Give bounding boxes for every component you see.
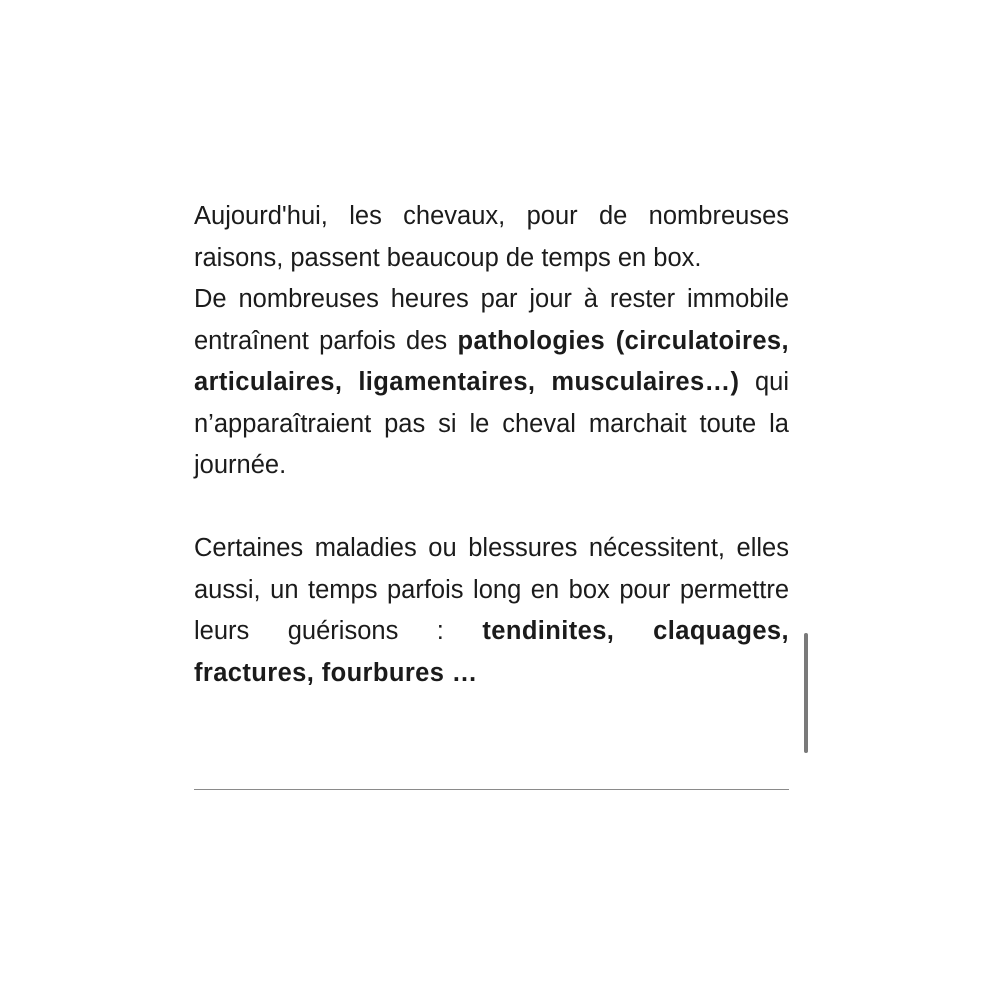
paragraph-pathologies [194,279,789,487]
paragraph-intro-text: Aujourd'hui, les chevaux, pour de nombreuses raisons, passent beaucoup de temps en box. [194,202,789,272]
injuries-intro-text: Certaines maladies ou blessures nécessitent, elles aussi, un temps parfois long en box pour permettre leurs guérisons : [194,534,789,645]
pathologies-outro-text: qui n’apparaîtraient pas si le cheval marchait toute la journée. [194,368,789,479]
article-body [194,196,789,694]
pathologies-bold-text: pathologies (circulatoires, articulaires, ligamentaires, musculaires…) [194,326,789,396]
paragraph-injuries [194,528,789,694]
scrollbar-thumb[interactable] [804,633,808,753]
injuries-bold-text: tendinites, claquages, fractures, fourbures … [194,617,789,687]
paragraph-intro [194,196,789,279]
paragraph-spacer [194,487,789,529]
section-divider [194,789,789,790]
pathologies-intro-text: De nombreuses heures par jour à rester immobile entraînent parfois des [194,285,789,355]
